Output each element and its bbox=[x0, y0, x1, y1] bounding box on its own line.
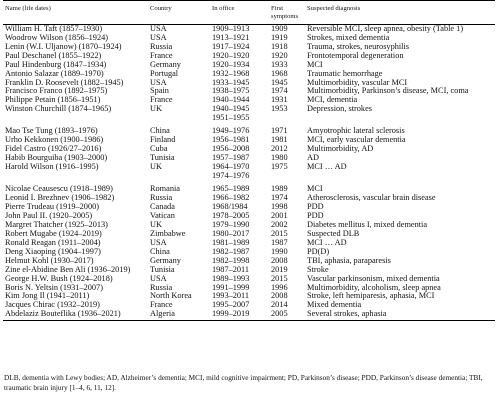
cell-first-symptoms: 1980 bbox=[271, 154, 288, 163]
cell-diagnosis: MCI, dementia bbox=[307, 96, 358, 105]
cell-first-symptoms: 1989 bbox=[271, 185, 288, 194]
cell-name: Zine el-Abidine Ben Ali (1936–2019) bbox=[5, 265, 131, 274]
table-row bbox=[3, 96, 495, 105]
cell-diagnosis: AD bbox=[307, 154, 319, 163]
cell-in-office: 1956–1981 bbox=[212, 136, 250, 145]
cell-diagnosis: Stroke bbox=[307, 265, 329, 274]
cell-in-office: 1968/1984 bbox=[212, 202, 248, 211]
cell-diagnosis: PDD bbox=[307, 211, 324, 220]
cell-diagnosis: Strokes, mixed dementia bbox=[307, 33, 390, 42]
table-row bbox=[3, 185, 495, 194]
cell-first-symptoms: 1953 bbox=[271, 105, 288, 114]
table-row bbox=[3, 79, 495, 88]
cell-country: Algeria bbox=[148, 310, 210, 320]
cell-in-office: 1940–1944 bbox=[212, 96, 250, 105]
cell-first-symptoms: 1971 bbox=[271, 127, 288, 136]
cell-country: UK bbox=[150, 105, 162, 114]
cell-diagnosis: MCI … AD bbox=[307, 163, 347, 172]
cell-in-office: 1991–1999 bbox=[212, 283, 250, 292]
cell-name: Margret Thatcher (1925–2013) bbox=[5, 220, 108, 229]
cell-country: Germany bbox=[150, 60, 181, 69]
cell-country: USA bbox=[150, 24, 167, 33]
cell-name: Deng Xiaoping (1904–1997) bbox=[5, 247, 101, 256]
cell-country: UK bbox=[150, 220, 162, 229]
cell-name: Ronald Reagan (1911–2004) bbox=[5, 238, 101, 247]
cell-name: Philippe Petain (1856–1951) bbox=[5, 96, 101, 105]
header-country: Country bbox=[148, 1, 210, 25]
cell-in-office: 1949–1976 bbox=[212, 127, 250, 136]
table-row bbox=[3, 136, 495, 145]
header-row bbox=[3, 1, 495, 25]
cell-diagnosis bbox=[305, 114, 495, 123]
cell-first-symptoms: 1987 bbox=[271, 238, 288, 247]
cell-country: Vatican bbox=[150, 211, 175, 220]
cell-country: USA bbox=[150, 78, 167, 87]
cell-first-symptoms: 1919 bbox=[271, 33, 288, 42]
cell-name: Fidel Castro (1926/27–2016) bbox=[5, 145, 102, 154]
cell-country: China bbox=[150, 247, 170, 256]
cell-in-office: 1940–1945 bbox=[212, 105, 250, 114]
cell-first-symptoms: 1920 bbox=[271, 51, 288, 60]
header-name: Name (life dates) bbox=[3, 1, 148, 25]
cell-name: John Paul II. (1920–2005) bbox=[5, 211, 93, 220]
table-row bbox=[3, 127, 495, 136]
cell-country: USA bbox=[150, 238, 167, 247]
table-row bbox=[3, 145, 495, 154]
cell-country: Tunisia bbox=[150, 265, 175, 274]
cell-name: Mao Tse Tung (1893–1976) bbox=[5, 127, 98, 136]
cell-first-symptoms: 1974 bbox=[271, 193, 288, 202]
cell-country: France bbox=[150, 301, 173, 310]
cell-in-office: 1951–1955 bbox=[212, 114, 250, 123]
cell-first-symptoms: 1996 bbox=[271, 283, 288, 292]
cell-in-office: 1979–1990 bbox=[212, 220, 250, 229]
cell-first-symptoms: 2014 bbox=[271, 301, 288, 310]
cell-first-symptoms: 1968 bbox=[271, 69, 288, 78]
cell-name: Paul Hindenburg (1847–1934) bbox=[5, 60, 107, 69]
cell-in-office: 1987–2011 bbox=[212, 265, 250, 274]
cell-diagnosis: Multimorbidity, alcoholism, sleep apnea bbox=[307, 283, 441, 292]
table-row bbox=[3, 292, 495, 301]
cell-name: Paul Deschanel (1855–1922) bbox=[5, 51, 102, 60]
cell-country: France bbox=[150, 96, 173, 105]
table-row bbox=[3, 284, 495, 293]
table-row bbox=[3, 34, 495, 43]
cell-country: UK bbox=[150, 163, 162, 172]
cell-diagnosis: Atherosclerosis, vascular brain disease bbox=[307, 193, 436, 202]
cell-in-office: 1932–1968 bbox=[212, 69, 250, 78]
cell-name: Lenin (W.I. Uljanow) (1870–1924) bbox=[5, 42, 122, 51]
cell-in-office: 1966–1982 bbox=[212, 193, 250, 202]
table-row bbox=[3, 61, 495, 70]
cell-country: France bbox=[150, 51, 173, 60]
cell-first-symptoms: 1981 bbox=[271, 136, 288, 145]
cell-diagnosis: MCI bbox=[307, 60, 323, 69]
cell-name: Urho Kekkonen (1900–1986) bbox=[5, 136, 104, 145]
cell-diagnosis: MCI, early vascular dementia bbox=[307, 136, 406, 145]
cell-name: Helmut Kohl (1930–2017) bbox=[5, 256, 94, 265]
header-suspected-diagnosis: Suspected diagnosis bbox=[305, 1, 495, 25]
cell-first-symptoms: 1918 bbox=[271, 42, 288, 51]
cell-in-office: 1920–1920 bbox=[212, 51, 250, 60]
cell-first-symptoms: 2002 bbox=[271, 220, 288, 229]
table-row bbox=[3, 154, 495, 163]
cell-name: Boris N. Yeltsin (1931–2007) bbox=[5, 283, 103, 292]
table-row bbox=[3, 248, 495, 257]
cell-country: Tunisia bbox=[150, 154, 175, 163]
cell-first-symptoms: 1945 bbox=[271, 78, 288, 87]
cell-diagnosis: Multimorbidity, vascular MCI bbox=[307, 78, 408, 87]
table-footnote: DLB, dementia with Lewy bodies; AD, Alzheimer’s dementia; MCI, mild cognitive impairment; PD, Parkinson’s disease; PDD, Parkinson’s disease dementia; TBI, traumatic brain injury [1–4, 6, 11, 12]. bbox=[4, 373, 483, 392]
table-row bbox=[3, 70, 495, 79]
table-row bbox=[3, 230, 495, 239]
cell-country bbox=[148, 172, 210, 181]
header-in-office: In office bbox=[210, 1, 269, 25]
cell-diagnosis: MCI bbox=[307, 185, 323, 194]
cell-diagnosis: Traumatic hemorrhage bbox=[307, 69, 383, 78]
cell-in-office: 1920–1934 bbox=[212, 60, 250, 69]
cell-name: Jacques Chirac (1932–2019) bbox=[5, 301, 100, 310]
cell-country: Spain bbox=[150, 87, 169, 96]
table-row bbox=[3, 114, 495, 123]
cell-first-symptoms: 2012 bbox=[271, 145, 288, 154]
cell-in-office: 1989–1993 bbox=[212, 274, 250, 283]
cell-country: Canada bbox=[150, 202, 175, 211]
cell-in-office: 1957–1987 bbox=[212, 154, 250, 163]
cell-first-symptoms: 1975 bbox=[271, 163, 288, 172]
table-row bbox=[3, 275, 495, 284]
cell-in-office: 1999–2019 bbox=[210, 310, 269, 320]
table-row bbox=[3, 203, 495, 212]
cell-first-symptoms: 1933 bbox=[271, 60, 288, 69]
table-row bbox=[3, 87, 495, 96]
cell-in-office: 1909–1913 bbox=[212, 24, 250, 33]
cell-name: Habib Bourguiba (1903–2000) bbox=[5, 154, 108, 163]
table-row bbox=[3, 194, 495, 203]
cell-name: Francisco Franco (1892–1975) bbox=[5, 87, 108, 96]
cell-diagnosis: Suspected DLB bbox=[307, 229, 360, 238]
table-row bbox=[3, 52, 495, 61]
cell-country: Russia bbox=[150, 42, 173, 51]
cell-country bbox=[148, 114, 210, 123]
cell-country: Zimbabwe bbox=[150, 229, 186, 238]
cell-first-symptoms: 2019 bbox=[271, 265, 288, 274]
cell-name: Franklin D. Roosevelt (1882–1945) bbox=[5, 78, 124, 87]
cell-diagnosis: PD(D) bbox=[307, 247, 330, 256]
cell-name: Antonio Salazar (1889–1970) bbox=[5, 69, 104, 78]
cell-diagnosis bbox=[305, 172, 495, 181]
table-row bbox=[3, 239, 495, 248]
cell-first-symptoms: 1974 bbox=[271, 87, 288, 96]
cell-diagnosis: Multimorbidity, AD bbox=[307, 145, 374, 154]
cell-in-office: 1978–2005 bbox=[212, 211, 250, 220]
leaders-diagnosis-table bbox=[3, 0, 495, 321]
cell-diagnosis: Several strokes, aphasia bbox=[305, 310, 495, 320]
cell-diagnosis: Amyotrophic lateral sclerosis bbox=[307, 127, 405, 136]
cell-name: Winston Churchill (1874–1965) bbox=[5, 105, 112, 114]
cell-name bbox=[3, 114, 148, 123]
table-row bbox=[3, 221, 495, 230]
cell-first-symptoms: 1931 bbox=[271, 96, 288, 105]
cell-in-office: 1974–1976 bbox=[212, 172, 250, 181]
header-first-symptoms: First symptoms bbox=[269, 1, 305, 25]
cell-in-office: 1917–1924 bbox=[212, 42, 250, 51]
cell-diagnosis: Diabetes mellitus I, mixed dementia bbox=[307, 220, 428, 229]
cell-name: Leonid I. Brezhnev (1906–1982) bbox=[5, 193, 115, 202]
cell-first-symptoms: 2001 bbox=[271, 211, 288, 220]
cell-first-symptoms: 1998 bbox=[271, 202, 288, 211]
cell-diagnosis: Reversible MCI, sleep apnea, obesity (Table 1) bbox=[307, 24, 464, 33]
table-row bbox=[3, 301, 495, 310]
cell-in-office: 1956–2008 bbox=[212, 145, 250, 154]
cell-first-symptoms: 1990 bbox=[271, 247, 288, 256]
table-row bbox=[3, 257, 495, 266]
cell-in-office: 1965–1989 bbox=[212, 185, 250, 194]
table-row bbox=[3, 43, 495, 52]
cell-name: Woodrow Wilson (1856–1924) bbox=[5, 33, 109, 42]
cell-country: USA bbox=[150, 274, 167, 283]
table-row bbox=[3, 310, 495, 320]
cell-country: Finland bbox=[150, 136, 176, 145]
cell-name: William H. Taft (1857–1930) bbox=[5, 24, 103, 33]
cell-first-symptoms: 2005 bbox=[269, 310, 305, 320]
cell-in-office: 1982–1998 bbox=[212, 256, 250, 265]
cell-name bbox=[3, 172, 148, 181]
cell-in-office: 1982–1987 bbox=[212, 247, 250, 256]
cell-diagnosis: TBI, aphasia, paraparesis bbox=[307, 256, 391, 265]
cell-in-office: 1964–1970 bbox=[212, 163, 250, 172]
table-body bbox=[3, 24, 495, 321]
cell-name: Abdelaziz Bouteflika (1936–2021) bbox=[3, 310, 148, 320]
cell-country: USA bbox=[150, 33, 167, 42]
cell-name: Pierre Trudeau (1919–2000) bbox=[5, 202, 100, 211]
cell-in-office: 1913–1921 bbox=[212, 33, 250, 42]
cell-in-office: 1933–1945 bbox=[212, 78, 250, 87]
cell-diagnosis: Stroke, left hemiparesis, aphasia, MCI bbox=[307, 292, 435, 301]
cell-in-office: 1995–2007 bbox=[212, 301, 250, 310]
cell-name: Kim Jong Il (1941–2011) bbox=[5, 292, 90, 301]
cell-country: North Korea bbox=[150, 292, 192, 301]
cell-in-office: 1993–2011 bbox=[212, 292, 250, 301]
cell-diagnosis: Depression, strokes bbox=[307, 105, 372, 114]
cell-country: Russia bbox=[150, 193, 173, 202]
cell-diagnosis: Mixed dementia bbox=[307, 301, 362, 310]
cell-country: Romania bbox=[150, 185, 180, 194]
cell-diagnosis: Vascular parkinsonism, mixed dementia bbox=[307, 274, 440, 283]
cell-name: Robert Mugabe (1924–2019) bbox=[5, 229, 102, 238]
table-row bbox=[3, 24, 495, 33]
cell-diagnosis: Trauma, strokes, neurosyphilis bbox=[307, 42, 410, 51]
cell-diagnosis: Frontotemporal degeneration bbox=[307, 51, 404, 60]
cell-diagnosis: PDD bbox=[307, 202, 324, 211]
cell-name: Harold Wilson (1916–1995) bbox=[5, 163, 99, 172]
cell-first-symptoms: 2008 bbox=[271, 292, 288, 301]
cell-first-symptoms: 2015 bbox=[271, 229, 288, 238]
table-row bbox=[3, 163, 495, 172]
cell-country: Russia bbox=[150, 283, 173, 292]
cell-name: Nicolae Ceausescu (1918–1989) bbox=[5, 185, 113, 194]
cell-country: Germany bbox=[150, 256, 181, 265]
table-row bbox=[3, 172, 495, 181]
table-row bbox=[3, 212, 495, 221]
cell-in-office: 1938–1975 bbox=[212, 87, 250, 96]
cell-diagnosis: Multimorbidity, Parkinson’s disease, MCI, coma bbox=[307, 87, 469, 96]
cell-first-symptoms: 2008 bbox=[271, 256, 288, 265]
cell-first-symptoms bbox=[269, 172, 305, 181]
cell-first-symptoms: 2015 bbox=[271, 274, 288, 283]
table-row bbox=[3, 266, 495, 275]
table-row bbox=[3, 105, 495, 114]
cell-first-symptoms: 1909 bbox=[271, 24, 288, 33]
cell-diagnosis: MCI … AD bbox=[307, 238, 347, 247]
cell-name: George H.W. Bush (1924–2018) bbox=[5, 274, 113, 283]
cell-country: Portugal bbox=[150, 69, 179, 78]
cell-in-office: 1981–1989 bbox=[212, 238, 250, 247]
cell-in-office: 1980–2017 bbox=[212, 229, 250, 238]
cell-first-symptoms bbox=[269, 114, 305, 123]
cell-country: Cuba bbox=[150, 145, 168, 154]
cell-country: China bbox=[150, 127, 170, 136]
